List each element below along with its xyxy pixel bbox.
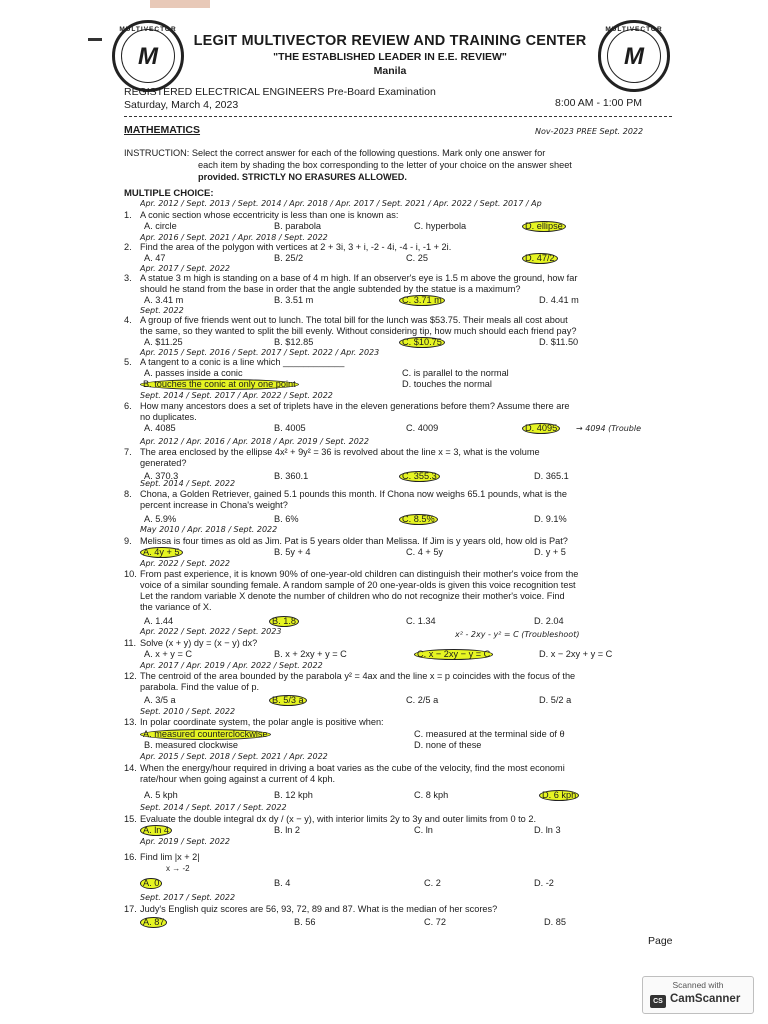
- question-13: 13. In polar coordinate system, the polar angle is positive when: A. measured counterclockwise C. measured at the terminal side of θ B. measured clockwise D. none of these: [124, 717, 684, 751]
- page-label: Page: [648, 935, 673, 947]
- options: [144, 368, 684, 379]
- option-d: D. none of these: [414, 740, 482, 750]
- question-10: 10. From past experience, it is known 90% of one-year-old children can distinguish their mother's voice from the voice of a similar sounding female. A random sample of 20 one-year-olds is given this voice recognition test Let the random variable X denote the number of children who do not recognize their mother's voice. Find the variance of X. A. 1.44 B. 1.8 C. 1.34 D. 2.04: [124, 569, 684, 627]
- option-b: B. $12.85: [274, 337, 314, 347]
- option-d: D. $11.50: [539, 337, 579, 347]
- option-b: B. 5y + 4: [274, 547, 311, 557]
- org-name: LEGIT MULTIVECTOR REVIEW AND TRAINING CENTER: [193, 33, 587, 49]
- q15-history-note: Sept. 2014 / Sept. 2017 / Sept. 2022: [140, 803, 287, 812]
- logo-text: MULTIVECTOR: [605, 26, 663, 33]
- q11-handwritten-answer-note: x² - 2xy - y² = C (Troubleshoot): [455, 630, 580, 639]
- question-stem: A group of five friends went out to lunch. The total bill for the lunch was $53.75. Their meals all cost about: [140, 315, 568, 325]
- option-d: D. 5/2 a: [539, 695, 572, 705]
- question-stem: In polar coordinate system, the polar angle is positive when:: [140, 717, 384, 727]
- q11-history-note: Apr. 2022 / Sept. 2022 / Sept. 2023: [140, 627, 282, 636]
- subject-handwritten-note: Nov-2023 PREE Sept. 2022: [535, 127, 644, 136]
- q14-history-note: Apr. 2015 / Sept. 2018 / Sept. 2021 / Apr. 2022: [140, 752, 328, 761]
- option-b: B. ln 2: [274, 825, 301, 835]
- options: [144, 695, 684, 706]
- option-a-selected: A. measured counterclockwise: [140, 729, 271, 740]
- option-d-selected: D. 4095: [522, 423, 560, 434]
- question-stem-cont: percent increase in Chona's weight?: [140, 500, 288, 510]
- option-b: B. 12 kph: [274, 790, 313, 800]
- option-b: B. 4005: [274, 423, 306, 433]
- option-b: B. parabola: [274, 221, 321, 231]
- option-d-handwritten-note: → 4094 (Trouble: [576, 424, 642, 433]
- options: [144, 295, 684, 306]
- tagline: "THE ESTABLISHED LEADER IN E.E. REVIEW": [273, 51, 507, 63]
- option-a: A. 3.41 m: [144, 295, 184, 305]
- question-stem: Find the area of the polygon with vertices at 2 + 3i, 3 + i, -2 - 4i, -4 - i, -1 + 2i.: [140, 242, 452, 252]
- q13-history-note: Sept. 2010 / Sept. 2022: [140, 707, 236, 716]
- option-a: A. 47: [144, 253, 166, 263]
- question-stem-cont: the same, so they wanted to split the bill evenly. Without considering tip, how much should each friend pay?: [140, 326, 577, 336]
- option-d: D. ln 3: [534, 825, 561, 835]
- question-17: 17. Judy's English quiz scores are 56, 93, 72, 89 and 87. What is the median of her scores? A. 87 B. 56 C. 72 D. 85: [124, 904, 684, 928]
- option-d: D. 2.04: [534, 616, 564, 626]
- header-divider: [124, 116, 672, 117]
- option-d-selected: D. ellipse: [522, 221, 566, 232]
- q9-history-note: May 2010 / Apr. 2018 / Sept. 2022: [140, 525, 278, 534]
- option-d: D. 9.1%: [534, 514, 567, 524]
- option-d: D. x − 2xy + y = C: [539, 649, 613, 659]
- options: [144, 337, 684, 348]
- question-14: 14. When the energy/hour required in driving a boat varies as the cube of the velocity, find the most economi rate/hour when going against a current of 4 kph. A. 5 kph B. 12 kph C. 8 kph D. 6 kph: [124, 763, 684, 801]
- camscanner-watermark: [642, 976, 754, 1014]
- logo-m-icon: M: [138, 43, 158, 70]
- exam-time: 8:00 AM - 1:00 PM: [555, 97, 642, 109]
- q8-history-note: Sept. 2014 / Sept. 2022: [140, 479, 236, 488]
- logo-text: MULTIVECTOR: [119, 26, 177, 33]
- multivector-logo-right: [598, 20, 670, 92]
- q6-history-note: Sept. 2014 / Sept. 2017 / Apr. 2022 / Sept. 2022: [140, 391, 333, 400]
- option-d-selected: D. 6 kph: [539, 790, 579, 801]
- options: [144, 878, 684, 889]
- option-a: A. 3/5 a: [144, 695, 176, 705]
- question-stem: Chona, a Golden Retriever, gained 5.1 pounds this month. If Chona now weighs 65.1 pounds, what is the: [140, 489, 567, 499]
- q5-history-note: Apr. 2015 / Sept. 2016 / Sept. 2017 / Sept. 2022 / Apr. 2023: [140, 348, 380, 357]
- section-title: MULTIPLE CHOICE:: [124, 188, 214, 199]
- question-4: 4. A group of five friends went out to lunch. The total bill for the lunch was $53.75. Their meals all cost about the same, so they wanted to split the bill evenly. Without considering tip, how much should each friend pay? A. $11.25 B. $12.85 C. $10.75 D. $11.50: [124, 315, 684, 348]
- scan-artifact-strip: [150, 0, 210, 8]
- option-a-selected: A. 0: [140, 878, 162, 889]
- question-stem: A tangent to a conic is a line which ____________: [140, 357, 345, 367]
- option-a: A. 5.9%: [144, 514, 177, 524]
- option-d: D. 85: [544, 917, 566, 927]
- question-9: 9. Melissa is four times as old as Jim. Pat is 5 years older than Melissa. If Jim is y years old, how old is Pat? A. 4y + 5 B. 5y + 4 C. 4 + 5y D. y + 5: [124, 536, 684, 558]
- question-stem: The area enclosed by the ellipse 4x² + 9y² = 36 is revolved about the line x = 3, what is the volume: [140, 447, 540, 457]
- question-6: 6. How many ancestors does a set of triplets have in the eleven generations before them? Assume there are no duplicates. A. 4085 B. 4005 C. 4009 D. 4095 → 4094 (Trouble: [124, 401, 684, 434]
- question-16: 16. Find lim |x + 2| x → -2 A. 0 B. 4 C. 2 D. -2: [124, 852, 684, 889]
- options: [144, 253, 684, 264]
- question-3: 3. A statue 3 m high is standing on a base of 4 m high. If an observer's eye is 1.5 m above the ground, how far should he stand from the base in order that the angle subtended by the statue is a maximum? A. 3.41 m B. 3.51 m C. 3.71 m D. 4.41 m: [124, 273, 684, 306]
- option-a: A. 5 kph: [144, 790, 178, 800]
- option-b: B. 360.1: [274, 471, 309, 481]
- scan-artifact-mark: [88, 38, 102, 41]
- options: [144, 740, 684, 751]
- option-c: C. ln: [414, 825, 433, 835]
- question-stem: Judy's English quiz scores are 56, 93, 72, 89 and 87. What is the median of her scores?: [140, 904, 498, 914]
- option-d: D. -2: [534, 878, 554, 888]
- city: Manila: [373, 65, 407, 77]
- multivector-logo-left: [112, 20, 184, 92]
- option-c: C. is parallel to the normal: [402, 368, 509, 378]
- exam-date: Saturday, March 4, 2023: [124, 99, 239, 111]
- option-b-selected: B. 5/3 a: [269, 695, 307, 706]
- option-c-selected: C. x − 2xy − y = C: [414, 649, 493, 660]
- options: [144, 825, 684, 836]
- option-c: C. measured at the terminal side of θ: [414, 729, 565, 739]
- q17-history-note: Sept. 2017 / Sept. 2022: [140, 893, 236, 902]
- question-stem-cont: generated?: [140, 458, 187, 468]
- q1-history-note: Apr. 2012 / Sept. 2013 / Sept. 2014 / Apr. 2018 / Apr. 2017 / Sept. 2021 / Apr. 2022 / Sept. 2017 / Ap: [140, 199, 542, 208]
- option-c-selected: C. 8.5%: [399, 514, 438, 525]
- q2-history-note: Apr. 2016 / Sept. 2021 / Apr. 2018 / Sept. 2022: [140, 233, 328, 242]
- document-header: [185, 33, 595, 77]
- q12-history-note: Apr. 2017 / Apr. 2019 / Apr. 2022 / Sept. 2022: [140, 661, 323, 670]
- option-d: D. touches the normal: [402, 379, 492, 389]
- question-stem: Melissa is four times as old as Jim. Pat is 5 years older than Melissa. If Jim is y years old, how old is Pat?: [140, 536, 568, 546]
- q10-history-note: Apr. 2022 / Sept. 2022: [140, 559, 230, 568]
- option-c: C. 25: [406, 253, 428, 263]
- q3-history-note: Apr. 2017 / Sept. 2022: [140, 264, 230, 273]
- subject-title: MATHEMATICS: [124, 124, 201, 136]
- instruction-line: provided. STRICTLY NO ERASURES ALLOWED.: [198, 172, 407, 182]
- question-12: 12. The centroid of the area bounded by the parabola y² = 4ax and the line x = p coincides with the focus of the parabola. Find the value of p. A. 3/5 a B. 5/3 a C. 2/5 a D. 5/2 a: [124, 671, 684, 706]
- camscanner-icon: CS: [650, 995, 666, 1008]
- options: [144, 514, 684, 525]
- options: [144, 790, 684, 801]
- question-stem: The centroid of the area bounded by the parabola y² = 4ax and the line x = p coincides with the focus of the: [140, 671, 576, 681]
- instruction-line: each item by shading the box corresponding to the letter of your choice on the answer sheet: [198, 160, 572, 170]
- option-a: A. $11.25: [144, 337, 183, 347]
- option-a: A. 4085: [144, 423, 176, 433]
- question-5: 5. A tangent to a conic is a line which ____________ A. passes inside a conic C. is parallel to the normal B. touches the conic at only one point D. touches the normal: [124, 357, 684, 390]
- option-c: C. 2: [424, 878, 441, 888]
- question-stem-cont: the variance of X.: [140, 602, 212, 612]
- watermark-brand: CamScanner: [670, 993, 741, 1005]
- options: [144, 423, 684, 434]
- option-d: D. 365.1: [534, 471, 569, 481]
- option-a-selected: A. 4y + 5: [140, 547, 183, 558]
- option-b: B. 56: [294, 917, 316, 927]
- question-stem: How many ancestors does a set of triplets have in the eleven generations before them? Assume there are: [140, 401, 570, 411]
- question-stem: From past experience, it is known 90% of one-year-old children can distinguish their mother's voice from the: [140, 569, 579, 579]
- option-a: A. circle: [144, 221, 177, 231]
- question-stem-cont: rate/hour when going against a current of 4 kph.: [140, 774, 336, 784]
- option-b: B. measured clockwise: [144, 740, 238, 750]
- question-stem-cont: parabola. Find the value of p.: [140, 682, 260, 692]
- question-stem-cont: voice of a similar sounding female. A random sample of 20 one-year-olds is given this voice recognition test: [140, 580, 576, 590]
- option-b: B. 6%: [274, 514, 299, 524]
- question-stem: A conic section whose eccentricity is less than one is known as:: [140, 210, 399, 220]
- option-d: D. 4.41 m: [539, 295, 579, 305]
- question-stem: Evaluate the double integral dx dy / (x − y), with interior limits 2y to 3y and outer limits from 0 to 2.: [140, 814, 537, 824]
- question-8: 8. Chona, a Golden Retriever, gained 5.1 pounds this month. If Chona now weighs 65.1 pounds, what is the percent increase in Chona's weight? A. 5.9% B. 6% C. 8.5% D. 9.1%: [124, 489, 684, 525]
- limit-subscript: x → -2: [166, 864, 190, 873]
- option-b-selected: B. 1.8: [269, 616, 299, 627]
- option-a-selected: A. 87: [140, 917, 167, 928]
- option-d: D. y + 5: [534, 547, 566, 557]
- option-a: A. 370.3: [144, 471, 179, 481]
- question-2: 2. Find the area of the polygon with vertices at 2 + 3i, 3 + i, -2 - 4i, -4 - i, -1 + 2i. A. 47 B. 25/2 C. 25 D. 47/2: [124, 242, 684, 264]
- question-7: 7. The area enclosed by the ellipse 4x² + 9y² = 36 is revolved about the line x = 3, what is the volume generated? A. 370.3 B. 360.1 C. 355.3 D. 365.1: [124, 447, 684, 482]
- question-stem: A statue 3 m high is standing on a base of 4 m high. If an observer's eye is 1.5 m above the ground, how far: [140, 273, 578, 283]
- option-c: C. hyperbola: [414, 221, 467, 231]
- option-c: C. 4 + 5y: [406, 547, 444, 557]
- option-c: C. 8 kph: [414, 790, 449, 800]
- question-stem: When the energy/hour required in driving a boat varies as the cube of the velocity, find the most economi: [140, 763, 565, 773]
- option-c-selected: C. 355.3: [399, 471, 440, 482]
- options: [144, 379, 684, 390]
- question-stem-cont: Let the random variable X denote the number of children who do not recognize their mother's voice. Find: [140, 591, 565, 601]
- question-stem: Solve (x + y) dy = (x − y) dx?: [140, 638, 258, 648]
- options: [144, 221, 684, 232]
- option-a: A. x + y = C: [144, 649, 192, 659]
- option-d-selected: D. 47/2: [522, 253, 558, 264]
- option-b-selected: B. touches the conic at only one point: [140, 379, 299, 390]
- options: [144, 547, 684, 558]
- option-a: A. passes inside a conic: [144, 368, 243, 378]
- question-1: 1. A conic section whose eccentricity is less than one is known as: A. circle B. parabola C. hyperbola D. ellipse: [124, 210, 684, 232]
- q16-history-note: Apr. 2019 / Sept. 2022: [140, 837, 230, 846]
- options: [144, 917, 684, 928]
- instruction-line: INSTRUCTION: Select the correct answer for each of the following questions. Mark only one answer for: [124, 148, 546, 158]
- option-a-selected: A. ln 4: [140, 825, 172, 836]
- logo-m-icon: M: [624, 43, 644, 70]
- option-c: C. 4009: [406, 423, 439, 433]
- option-b: B. 25/2: [274, 253, 304, 263]
- option-a: A. 1.44: [144, 616, 174, 626]
- option-b: B. 3.51 m: [274, 295, 314, 305]
- option-c-selected: C. $10.75: [399, 337, 445, 348]
- question-stem-cont: no duplicates.: [140, 412, 197, 422]
- question-stem-cont: should he stand from the base in order that the angle subtended by the statue is a maximum?: [140, 284, 521, 294]
- exam-title: REGISTERED ELECTRICAL ENGINEERS Pre-Board Examination: [124, 86, 436, 98]
- q7-history-note: Apr. 2012 / Apr. 2016 / Apr. 2018 / Apr. 2019 / Sept. 2022: [140, 437, 369, 446]
- instruction-block: [124, 147, 672, 183]
- question-stem: Find lim |x + 2|: [140, 852, 200, 862]
- options: [144, 729, 684, 740]
- option-b: B. x + 2xy + y = C: [274, 649, 347, 659]
- options: [144, 616, 684, 627]
- option-c-selected: C. 3.71 m: [399, 295, 445, 306]
- option-b: B. 4: [274, 878, 291, 888]
- option-c: C. 1.34: [406, 616, 436, 626]
- question-15: 15. Evaluate the double integral dx dy / (x − y), with interior limits 2y to 3y and outer limits from 0 to 2. A. ln 4 B. ln 2 C. ln D. ln 3: [124, 814, 684, 836]
- question-11: 11. Solve (x + y) dy = (x − y) dx? A. x + y = C B. x + 2xy + y = C C. x − 2xy − y = C D. x − 2xy + y = C: [124, 638, 684, 660]
- watermark-caption: Scanned with: [672, 980, 724, 990]
- q4-history-note: Sept. 2022: [140, 306, 184, 315]
- options: [144, 649, 684, 660]
- option-c: C. 2/5 a: [406, 695, 439, 705]
- option-c: C. 72: [424, 917, 446, 927]
